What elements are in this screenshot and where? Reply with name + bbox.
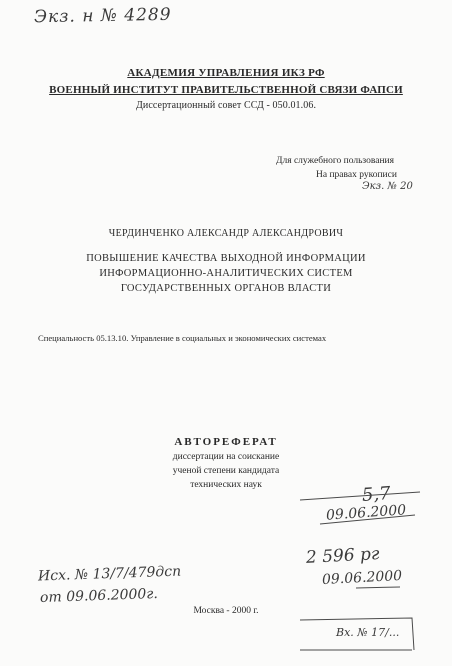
title-line-2: ИНФОРМАЦИОННО-АНАЛИТИЧЕСКИХ СИСТЕМ bbox=[99, 268, 353, 279]
header-council: Диссертационный совет ССД - 050.01.06. bbox=[135, 100, 317, 111]
abstract-line-2: ученой степени кандидата bbox=[172, 466, 280, 476]
abstract-heading: АВТОРЕФЕРАТ bbox=[174, 436, 278, 448]
header-academy: АКАДЕМИЯ УПРАВЛЕНИЯ ИКЗ РФ bbox=[127, 67, 325, 79]
abstract-line-1: диссертации на соискание bbox=[172, 452, 280, 462]
title-line-1: ПОВЫШЕНИЕ КАЧЕСТВА ВЫХОДНОЙ ИНФОРМАЦИИ bbox=[86, 253, 366, 264]
handwritten-right-2: 09.06.2000 bbox=[325, 502, 407, 524]
stamp-for-official-use: Для служебного пользования bbox=[276, 156, 394, 166]
abstract-line-3: технических наук bbox=[190, 480, 262, 490]
specialty-line: Специальность 05.13.10. Управление в социальных и экономических системах bbox=[38, 333, 327, 343]
author-name: ЧЕРДИНЧЕНКО АЛЕКСАНДР АЛЕКСАНДРОВИЧ bbox=[108, 228, 344, 239]
bottom-right-stamp: Вх. № 17/... bbox=[336, 626, 400, 639]
handwritten-right-1: 5,7 bbox=[361, 483, 392, 506]
title-line-3: ГОСУДАРСТВЕННЫХ ОРГАНОВ ВЛАСТИ bbox=[120, 283, 332, 294]
stamp-copy-number: Экз. № 20 bbox=[362, 181, 413, 192]
handwritten-outgoing-date: от 09.06.2000г. bbox=[39, 585, 159, 607]
handwritten-outgoing-number: Исх. № 13/7/479дсп bbox=[37, 563, 182, 585]
city-year: Москва - 2000 г. bbox=[193, 606, 259, 616]
handwritten-right-4: 09.06.2000 bbox=[321, 567, 403, 589]
top-handwritten-note: Экз. н № 4289 bbox=[33, 4, 172, 28]
handwritten-right-3: 2 596 рг bbox=[305, 544, 381, 568]
stamp-manuscript-rights: На правах рукописи bbox=[316, 170, 397, 180]
header-institute: ВОЕННЫЙ ИНСТИТУТ ПРАВИТЕЛЬСТВЕННОЙ СВЯЗИ ФАПСИ bbox=[49, 84, 403, 96]
